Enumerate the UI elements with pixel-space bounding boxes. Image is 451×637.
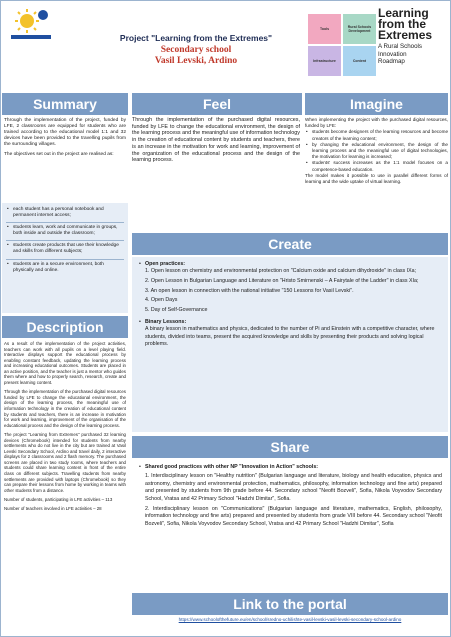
school-name: Vasil Levski, Ardino xyxy=(154,56,238,66)
header xyxy=(1,1,450,89)
binary-lessons-text: A binary lesson in mathematics and physics, dedicated to the number of Pi and Einstein with a competitive character, where students, divided into teams, present the acquired knowledge and skills by presenting their products and solving logical problems. xyxy=(145,326,435,347)
feel-body: Through the implementation of the purchased digital resources, funded by LFE to change the educational environment, the design of the learning process and the meaningful use of information technology in the creation of educational content by students and teachers, there is an increase in the motivation for work and learning, improvement of the organization of the educational process and the design of the learning process. xyxy=(132,117,300,164)
share-body xyxy=(132,461,448,592)
share-list xyxy=(138,464,442,471)
description-p3: The project "Learning from Extremes" purchased 32 learning devices (Chromebook) intended for students from nearby settlements who do not live in the city but are trained at Vasil Levski Secondary School, Ardino and travel daily, 2 interactive displays for 2 classrooms and 2 flash memory. The purchased screens are placed in two study rooms, where teachers and students could share learning content in front of the entire class on different subjects. Travelling students from nearby settlements are provided with laptops (Chromebook) so they can prepare their lessons from home by working in teams with other students from a distance. xyxy=(4,432,126,493)
roadmap-title: Learning from the Extremes xyxy=(378,6,433,42)
roadmap-cell-infrastructure: Infrastructure xyxy=(308,46,341,76)
roadmap-grid xyxy=(308,14,376,76)
description-body xyxy=(4,341,126,511)
summary-intro: Through the implementation of the project, funded by LFE, 2 classrooms are equipped for students who are trained according to the educational model 1:1 and 32 devices have been provided to the travelling pupils from the surrounding villages. xyxy=(4,118,126,148)
stat-students: Number of students, participating in LFE activities – 113 xyxy=(4,497,113,503)
share-heading: Share xyxy=(132,436,448,458)
description-heading: Description xyxy=(2,316,128,338)
list-item: • students' success increases as the 1:1 model focuses on a competence-based education. xyxy=(305,160,448,172)
sun-logo-icon xyxy=(7,6,55,42)
summary-body xyxy=(4,118,126,163)
description-p2: Through the implementation of the purchased digital resources funded by LFE to change the educational environment, the design of the learning process, the meaningful use of information technology in the creation of educational content by students and teachers, there is an increase in motivation for work and learning, improvement of the organisation of the educational process and the design of the learning process. xyxy=(4,389,126,428)
binary-list xyxy=(138,319,442,326)
roadmap-logo xyxy=(308,6,448,84)
roadmap-cell-content: Content xyxy=(343,46,376,76)
summary-objectives-list xyxy=(2,203,128,279)
list-item: • by changing the educational environment, the design of the learning process and the meaningful use of digital technologies, the motivation for learning is increased; xyxy=(305,142,448,161)
share-label: • Shared good practices with other NP "Innovation in Action" schools: xyxy=(138,464,442,471)
roadmap-subtitle: A Rural Schools Innovation Roadmap xyxy=(378,43,423,65)
create-panel xyxy=(132,257,448,432)
list-item: 4. Open Days xyxy=(145,297,178,304)
feel-heading: Feel xyxy=(132,93,302,115)
project-title-block xyxy=(91,33,301,66)
summary-objectives: The objectives set out in the project are realised as: xyxy=(4,152,114,158)
share-item-2: 2. Interdisciplinary lesson on "Communications" (Bulgarian language and literature, mathematics, English, philosophy, information technology and fine arts) prepared and presented by students from grade VIII before 44. Secondary school "Neofit Bozveli", Sofia, Nikola Voyvodov Secondary School, Vratsa and 42 Primary School "Hadzhi Dimitar", Sofia xyxy=(145,506,442,527)
list-item: • students create products that use their knowledge and skills from different subjects; xyxy=(6,241,124,259)
imagine-list xyxy=(305,129,448,172)
list-item: • each student has a personal notebook and permanent internet access; xyxy=(6,205,124,223)
share-item-1: 1. Interdisciplinary lesson on "Healthy nutrition" (Bulgarian language and literature, biology and health education, physics and astronomy, chemistry and environmental protection, mathematics, philosophy, information technology and fine arts) prepared and presented by students from 9th grade before 44. Secondary school "Neofit Bozveli", Sofia, Nikola Voyvodov Secondary School, Vratsa and 42 Primary School "Hadzhi Dimitar", Sofia. xyxy=(145,473,442,502)
imagine-outro: The model makes it possible to use in parallel different forms of learning and the wide uptake of virtual learning. xyxy=(305,172,448,185)
roadmap-cell-rural: Rural Schools Development xyxy=(343,14,376,44)
create-heading: Create xyxy=(132,233,448,255)
summary-heading: Summary xyxy=(2,93,128,115)
portal-link[interactable]: https://www.schoolofthefuture.eu/en/school/sredno-uchilishte-vasil-levski-vasil-levski-secondary-school-ardino xyxy=(178,617,402,622)
list-item: • students become designers of the learning resources and become creators of the learning content; xyxy=(305,129,448,141)
imagine-heading: Imagine xyxy=(305,93,448,115)
description-p1: As a result of the implementation of the project activities, teachers can work with all pupils on a level playing field. Interactive displays support the educational process by enabling constant feedback, updating the learning process and increasing educational outcomes. Students are placed in an active position, and the teacher is just a mentor who guides them where and how to properly search, research, create and present learning content. xyxy=(4,341,126,385)
school-type: Secondary school xyxy=(160,45,232,55)
portal-heading: Link to the portal xyxy=(132,593,448,615)
list-item: 1. Open lesson on chemistry and environmental protection on "Calcium oxide and calcium dihydroxide" in class IXa; xyxy=(145,268,417,275)
imagine-body xyxy=(305,117,448,185)
list-item: 3. An open lesson in connection with the national initiative "150 Lessons for Vasil Levski". xyxy=(145,287,354,294)
open-practices-label: • Open practices: xyxy=(138,261,442,268)
stat-teachers: Number of teachers involved in LFE activities – 28 xyxy=(4,505,102,511)
project-title: Project "Learning from the Extremes" xyxy=(119,33,273,43)
list-item: • students learn, work and communicate in groups, both inside and outside the classroom; xyxy=(6,223,124,241)
list-item: 5. Day of Self-Governance xyxy=(145,307,208,314)
summary-objectives-panel xyxy=(2,203,128,313)
open-practices-list xyxy=(138,268,442,314)
roadmap-cell-tools: Tools xyxy=(308,14,341,44)
list-item: • students are in a secure environment, both physically and online. xyxy=(6,260,124,277)
list-item: 2. Open Lesson in Bulgarian Language and Literature on "Hristo Smirnenski – A Fairytale of the Ladder" in class XIa; xyxy=(145,277,419,284)
create-list xyxy=(138,261,442,268)
imagine-intro: When implementing the project with the purchased digital resources, funded by LFE: xyxy=(305,117,448,129)
binary-lessons-label: • Binary Lessons: xyxy=(138,319,442,326)
